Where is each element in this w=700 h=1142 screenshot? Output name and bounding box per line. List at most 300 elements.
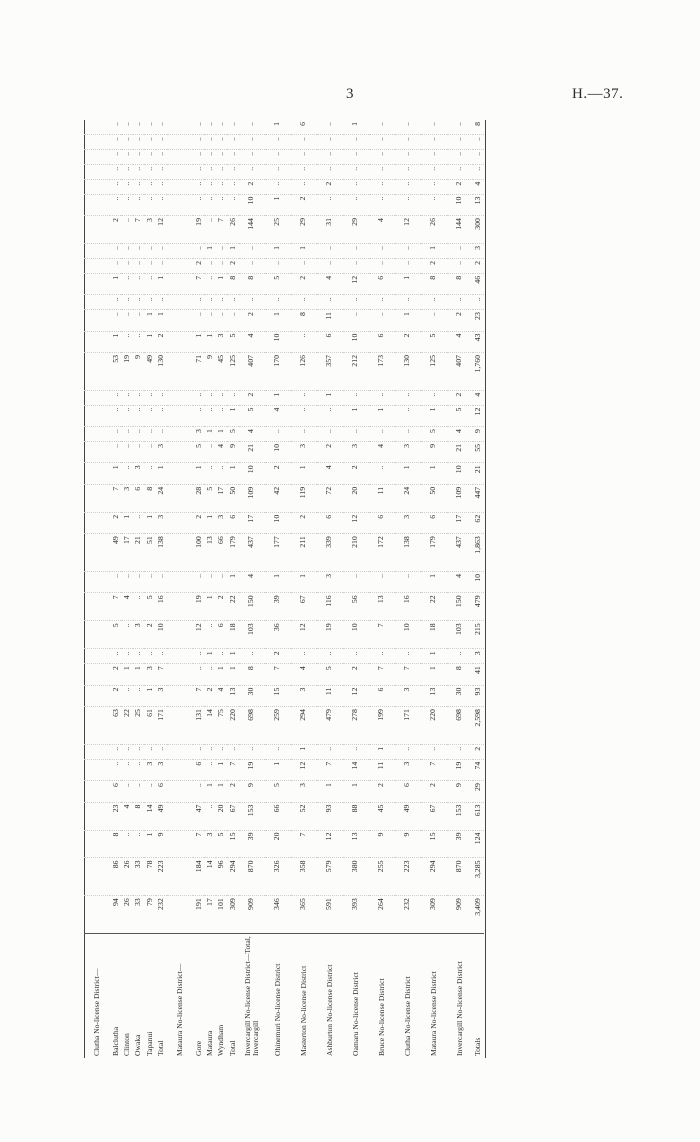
table-cell: 6	[369, 273, 395, 294]
table-cell: 2	[421, 258, 447, 273]
table-cell: ..	[216, 571, 227, 592]
table-cell: ..	[447, 244, 473, 259]
table-cell: ..	[133, 781, 144, 802]
table-cell: ..	[144, 441, 155, 462]
table-cell	[84, 463, 110, 484]
table-cell: ..	[144, 390, 155, 405]
table-cell: 144	[447, 216, 473, 244]
table-cell: 7	[227, 759, 238, 780]
table-cell: 14	[343, 759, 369, 780]
table-cell: 1	[216, 781, 227, 802]
table-cell: ..	[447, 164, 473, 179]
table-cell: ..	[193, 649, 204, 664]
table-cell: 12	[343, 685, 369, 706]
table-row	[167, 120, 193, 1058]
table-cell: 1	[291, 463, 317, 484]
table-cell: 407	[239, 352, 265, 390]
table-cell: ..	[156, 295, 167, 310]
table-cell: 1	[227, 571, 238, 592]
table-cell: 3	[473, 649, 484, 664]
table-cell: ..	[227, 179, 238, 194]
table-cell: 45	[216, 352, 227, 390]
table-cell: ..	[204, 571, 215, 592]
table-cell: 1	[291, 571, 317, 592]
table-cell: 55	[473, 441, 484, 462]
table-cell: 294	[421, 858, 447, 896]
table-cell: 43	[473, 331, 484, 352]
table-cell: ..	[133, 310, 144, 331]
table-cell: ..	[369, 295, 395, 310]
table-cell: ..	[121, 258, 132, 273]
table-cell: 1	[204, 244, 215, 259]
table-cell: ..	[144, 179, 155, 194]
table-cell: 93	[317, 802, 343, 830]
table-cell: 10	[343, 621, 369, 649]
table-cell: 4	[121, 593, 132, 621]
table-cell: ..	[421, 744, 447, 759]
table-cell: 179	[421, 534, 447, 572]
table-cell: ..	[216, 649, 227, 664]
table-cell: 1	[265, 310, 291, 331]
table-cell: ..	[369, 164, 395, 179]
table-cell: ..	[227, 310, 238, 331]
table-cell: 8	[421, 273, 447, 294]
table-cell: 1	[291, 744, 317, 759]
table-cell: ..	[121, 571, 132, 592]
table-cell: ..	[317, 427, 343, 442]
table-cell: ..	[369, 427, 395, 442]
table-cell: 9	[227, 441, 238, 462]
table-cell	[167, 134, 193, 149]
table-cell: 2	[227, 781, 238, 802]
table-cell: 346	[265, 896, 291, 934]
table-cell	[84, 194, 110, 215]
table-cell: 447	[473, 484, 484, 512]
table-cell: 94	[110, 896, 121, 934]
table-cell: ..	[144, 427, 155, 442]
table-cell: 13	[227, 685, 238, 706]
table-cell: 96	[216, 858, 227, 896]
table-cell: ..	[204, 295, 215, 310]
table-row	[193, 120, 204, 1058]
table-cell: 1	[193, 331, 204, 352]
row-label: Owaka	[133, 1034, 143, 1056]
table-cell: ..	[291, 331, 317, 352]
table-cell: ..	[291, 179, 317, 194]
table-cell: 6	[227, 512, 238, 533]
table-cell: 50	[421, 484, 447, 512]
table-cell: 1	[369, 744, 395, 759]
table-cell: ..	[121, 405, 132, 426]
row-label: Invercargill No-license District	[454, 961, 464, 1056]
table-cell: 7	[369, 664, 395, 685]
table-cell: ..	[265, 149, 291, 164]
table-cell: 2	[473, 258, 484, 273]
table-cell: 2	[343, 664, 369, 685]
table-cell: 49	[110, 534, 121, 572]
table-cell: 1	[265, 244, 291, 259]
table-cell: 17	[239, 512, 265, 533]
table-cell: 3	[317, 571, 343, 592]
table-cell: ..	[144, 164, 155, 179]
table-cell: 1	[421, 649, 447, 664]
row-label: Mataura No-license District	[428, 971, 438, 1056]
table-cell	[84, 664, 110, 685]
table-cell: ..	[227, 164, 238, 179]
table-cell: 2	[239, 179, 265, 194]
table-cell: 22	[121, 707, 132, 745]
table-cell: 4	[369, 216, 395, 244]
table-cell: ..	[193, 781, 204, 802]
table-cell: 184	[193, 858, 204, 896]
table-cell: ..	[395, 120, 421, 134]
table-cell	[167, 664, 193, 685]
table-cell: 2	[265, 463, 291, 484]
table-cell	[84, 759, 110, 780]
table-cell: 24	[395, 484, 421, 512]
table-row	[473, 120, 484, 1058]
table-cell: 2	[216, 593, 227, 621]
table-cell: 153	[447, 802, 473, 830]
row-label: Tapanui	[144, 1031, 154, 1056]
table-cell: ..	[395, 194, 421, 215]
row-label: Total	[156, 1040, 166, 1056]
table-cell: ..	[144, 781, 155, 802]
table-cell	[167, 352, 193, 390]
table-cell: ..	[193, 244, 204, 259]
table-cell	[167, 744, 193, 759]
table-cell	[84, 295, 110, 310]
table-cell: ..	[239, 744, 265, 759]
table-cell: 67	[421, 802, 447, 830]
table-cell: ..	[110, 134, 121, 149]
table-cell: ..	[144, 744, 155, 759]
table-cell: ..	[193, 179, 204, 194]
table-cell: 15	[421, 830, 447, 858]
table-cell: 2	[156, 331, 167, 352]
table-cell: ..	[369, 463, 395, 484]
table-cell: 12	[291, 759, 317, 780]
table-cell: 17	[447, 512, 473, 533]
table-cell: 19	[193, 216, 204, 244]
table-cell: 29	[343, 216, 369, 244]
table-cell: 33	[133, 858, 144, 896]
table-cell: 144	[239, 216, 265, 244]
table-cell: ..	[121, 463, 132, 484]
table-cell: ..	[133, 441, 144, 462]
table-cell: 3	[133, 621, 144, 649]
table-row	[343, 120, 369, 1058]
table-cell: 6	[317, 331, 343, 352]
table-cell: 138	[156, 534, 167, 572]
table-cell: ..	[395, 390, 421, 405]
table-cell: 10	[473, 571, 484, 592]
table-cell: 326	[265, 858, 291, 896]
table-cell: 294	[291, 707, 317, 745]
table-cell: ..	[343, 244, 369, 259]
table-cell: ..	[133, 194, 144, 215]
table-cell: 1	[421, 244, 447, 259]
table-cell: ..	[227, 194, 238, 215]
table-cell	[84, 744, 110, 759]
table-cell	[84, 405, 110, 426]
row-label: Oamaru No-license District	[350, 972, 360, 1056]
table-cell: ..	[343, 258, 369, 273]
table-cell: 13	[343, 830, 369, 858]
table-cell: ..	[216, 134, 227, 149]
table-cell: 7	[156, 664, 167, 685]
table-cell	[84, 310, 110, 331]
table-cell: ..	[216, 463, 227, 484]
table-cell: 49	[395, 802, 421, 830]
table-cell: 437	[239, 534, 265, 572]
table-cell: ..	[265, 179, 291, 194]
table-cell: 1	[156, 463, 167, 484]
table-cell: 63	[110, 707, 121, 745]
table-cell: 1	[343, 120, 369, 134]
table-cell	[84, 244, 110, 259]
table-cell: 5	[110, 621, 121, 649]
table-cell: ..	[204, 179, 215, 194]
table-cell: ..	[421, 149, 447, 164]
table-cell: 365	[291, 896, 317, 934]
table-cell: 8	[447, 664, 473, 685]
table-cell: 6	[395, 781, 421, 802]
table-cell: ..	[291, 390, 317, 405]
table-cell: 179	[227, 534, 238, 572]
table-cell: ..	[421, 194, 447, 215]
table-cell: 173	[369, 352, 395, 390]
table-cell	[84, 802, 110, 830]
table-cell: ..	[110, 149, 121, 164]
table-cell: 7	[369, 621, 395, 649]
table-cell: 116	[317, 593, 343, 621]
table-cell: ..	[121, 390, 132, 405]
table-cell: ..	[216, 405, 227, 426]
table-cell: 12	[473, 405, 484, 426]
table-cell	[84, 273, 110, 294]
table-cell: 1	[216, 427, 227, 442]
table-cell: 6	[193, 759, 204, 780]
table-cell: 9	[156, 830, 167, 858]
table-cell: 1	[156, 310, 167, 331]
row-label: Ashburton No-license District	[324, 964, 334, 1056]
table-cell: ..	[369, 258, 395, 273]
table-cell	[84, 621, 110, 649]
table-cell: ..	[447, 120, 473, 134]
table-cell: ..	[121, 744, 132, 759]
table-row	[395, 120, 421, 1058]
table-cell: ..	[216, 164, 227, 179]
table-cell: 1	[204, 427, 215, 442]
table-cell	[84, 534, 110, 572]
table-cell: ..	[156, 179, 167, 194]
table-cell: 125	[421, 352, 447, 390]
table-cell	[167, 685, 193, 706]
table-cell: 14	[144, 802, 155, 830]
table-cell	[84, 164, 110, 179]
table-cell: 211	[291, 534, 317, 572]
table-cell: ..	[121, 781, 132, 802]
table-cell	[167, 179, 193, 194]
table-cell: 3,285	[473, 858, 484, 896]
table-cell: 210	[343, 534, 369, 572]
table-cell: 2	[239, 390, 265, 405]
table-cell: 698	[239, 707, 265, 745]
table-cell: 3,409	[473, 896, 484, 934]
table-cell: 1	[144, 310, 155, 331]
table-cell: 1,863	[473, 534, 484, 572]
table-cell: ..	[144, 295, 155, 310]
table-cell: 10	[156, 621, 167, 649]
table-cell: 2	[291, 512, 317, 533]
table-row	[204, 120, 215, 1058]
table-cell: ..	[473, 295, 484, 310]
table-cell: ..	[144, 134, 155, 149]
table-cell: 67	[291, 593, 317, 621]
table-cell: ..	[133, 685, 144, 706]
table-cell: 1	[421, 405, 447, 426]
table-cell: 479	[317, 707, 343, 745]
table-cell: 66	[216, 534, 227, 572]
table-cell: 232	[395, 896, 421, 934]
table-cell: 232	[156, 896, 167, 934]
table-cell: 199	[369, 707, 395, 745]
table-cell: 1	[265, 571, 291, 592]
table-cell	[84, 216, 110, 244]
table-cell: 28	[193, 484, 204, 512]
table-cell	[167, 759, 193, 780]
table-cell: 8	[133, 802, 144, 830]
table-cell: 8	[239, 664, 265, 685]
table-row	[291, 120, 317, 1058]
table-cell: 10	[265, 441, 291, 462]
table-cell: ..	[395, 405, 421, 426]
table-cell: 101	[216, 896, 227, 934]
table-cell: 1	[144, 685, 155, 706]
table-cell: 5	[265, 781, 291, 802]
table-cell: 1	[110, 273, 121, 294]
table-cell: ..	[204, 164, 215, 179]
table-cell: 1	[395, 310, 421, 331]
table-cell: 2	[317, 179, 343, 194]
table-cell: 3	[291, 781, 317, 802]
table-cell: 138	[395, 534, 421, 572]
table-row	[421, 120, 447, 1058]
table-cell: 1	[144, 512, 155, 533]
table-cell: ..	[227, 295, 238, 310]
table-cell: ..	[144, 149, 155, 164]
table-cell: ..	[204, 258, 215, 273]
table-cell: ..	[216, 244, 227, 259]
table-cell: ..	[110, 179, 121, 194]
table-cell: ..	[133, 744, 144, 759]
table-cell: 20	[265, 830, 291, 858]
table-cell	[84, 571, 110, 592]
table-cell: 4	[317, 273, 343, 294]
table-row	[121, 120, 132, 1058]
table-cell: 1	[216, 759, 227, 780]
table-cell: 49	[156, 802, 167, 830]
table-cell: 2,598	[473, 707, 484, 745]
table-cell	[167, 649, 193, 664]
table-cell: ..	[204, 134, 215, 149]
table-cell: ..	[110, 427, 121, 442]
table-cell: ..	[227, 134, 238, 149]
table-cell	[167, 484, 193, 512]
table-cell: 1	[421, 571, 447, 592]
table-cell: ..	[144, 258, 155, 273]
table-cell	[167, 830, 193, 858]
table-cell: 309	[227, 896, 238, 934]
table-cell: 22	[227, 593, 238, 621]
row-label: Wyndham	[216, 1024, 226, 1056]
table-cell: 2	[291, 273, 317, 294]
table-cell: 5	[421, 427, 447, 442]
table-cell	[84, 331, 110, 352]
table-cell: 6	[369, 685, 395, 706]
table-cell: ..	[343, 390, 369, 405]
table-cell: 47	[193, 802, 204, 830]
table-cell: ..	[216, 390, 227, 405]
table-cell: 39	[265, 593, 291, 621]
table-cell: 46	[473, 273, 484, 294]
table-cell: 1	[265, 120, 291, 134]
table-cell: 13	[204, 534, 215, 572]
table-cell	[84, 390, 110, 405]
table-cell: 2	[193, 258, 204, 273]
table-cell: 4	[239, 427, 265, 442]
table-cell	[167, 390, 193, 405]
table-cell: 3	[291, 685, 317, 706]
table-cell: 2	[447, 179, 473, 194]
table-cell: 9	[395, 830, 421, 858]
table-cell: ..	[317, 164, 343, 179]
table-cell: 2	[369, 781, 395, 802]
table-cell: ..	[239, 120, 265, 134]
table-cell: 56	[343, 593, 369, 621]
table-cell: 5	[239, 405, 265, 426]
table-cell: ..	[133, 120, 144, 134]
table-cell: ..	[291, 295, 317, 310]
table-cell: ..	[421, 164, 447, 179]
table-cell: ..	[121, 649, 132, 664]
table-cell: ..	[343, 149, 369, 164]
table-cell: ..	[193, 134, 204, 149]
table-cell: ..	[317, 295, 343, 310]
table-cell: 3	[193, 427, 204, 442]
table-cell: 6	[156, 781, 167, 802]
table-cell: 259	[265, 707, 291, 745]
table-cell	[84, 781, 110, 802]
table-cell: 15	[227, 830, 238, 858]
table-cell: 591	[317, 896, 343, 934]
table-cell: 12	[395, 216, 421, 244]
table-cell: ..	[204, 390, 215, 405]
table-cell	[167, 310, 193, 331]
table-cell: 2	[447, 390, 473, 405]
table-cell: 309	[421, 896, 447, 934]
table-cell: ..	[121, 441, 132, 462]
table-cell: ..	[121, 164, 132, 179]
table-cell: 9	[421, 441, 447, 462]
table-row	[156, 120, 167, 1058]
table-cell: ..	[110, 244, 121, 259]
table-cell: 1	[421, 463, 447, 484]
table-cell: 3	[133, 463, 144, 484]
table-cell: 131	[193, 707, 204, 745]
table-cell: 42	[265, 484, 291, 512]
